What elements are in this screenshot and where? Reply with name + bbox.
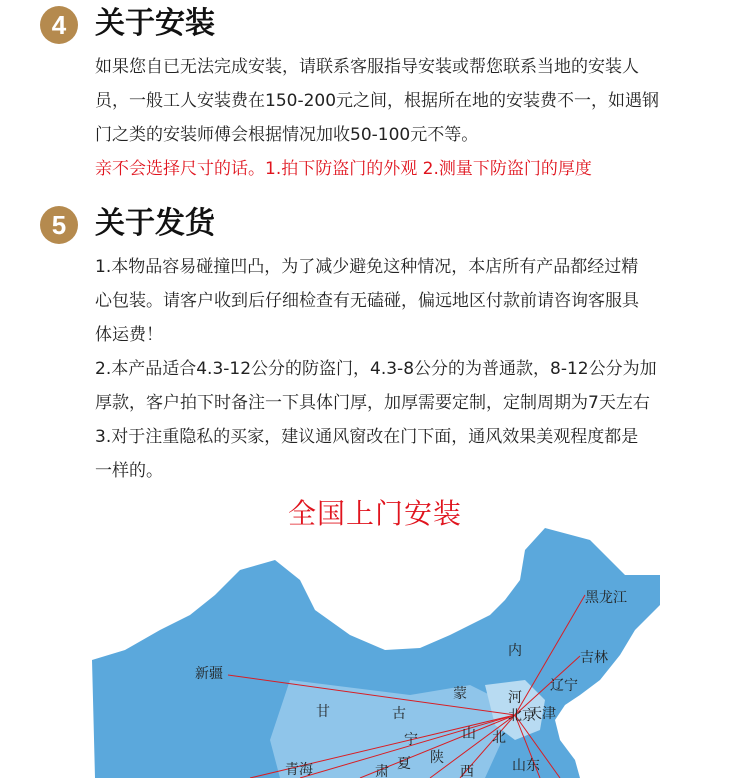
shipping-paragraph <box>95 250 715 488</box>
map-province-label: 甘 <box>316 704 330 720</box>
install-paragraph <box>95 50 715 186</box>
shipping-line: 2.本产品适合4.3-12公分的防盗门，4.3-8公分的为普通款，8-12公分为加 <box>95 359 657 379</box>
map-province-label: 宁 <box>404 732 418 748</box>
map-province-label: 古 <box>392 706 406 722</box>
map-province-label: 陕 <box>430 750 444 766</box>
map-province-label: 夏 <box>397 756 411 772</box>
map-province-label: 山东 <box>512 758 540 774</box>
shipping-line: 1.本物品容易碰撞凹凸，为了减少避免这种情况，本店所有产品都经过精 <box>95 257 639 277</box>
section-number-badge: 5 <box>40 206 78 244</box>
map-province-label: 肃 <box>375 764 389 778</box>
install-line: 门之类的安装师傅会根据情况加收50-100元不等。 <box>95 125 479 145</box>
map-province-label: 北京 <box>508 708 536 724</box>
shipping-line: 一样的。 <box>95 461 163 481</box>
shipping-line: 心包装。请客户收到后仔细检查有无磕碰，偏远地区付款前请咨询客服具 <box>95 291 639 311</box>
install-line: 如果您自已无法完成安装，请联系客服指导安装或帮您联系当地的安装人 <box>95 57 639 77</box>
map-province-label: 北 <box>492 730 506 746</box>
map-province-label: 青海 <box>285 762 313 778</box>
shipping-title: 关于发货 <box>95 206 215 241</box>
map-province-label: 河 <box>508 690 522 706</box>
install-title: 关于安装 <box>95 6 215 41</box>
map-province-label: 吉林 <box>580 650 608 666</box>
map-province-label: 黑龙江 <box>585 590 627 606</box>
china-map <box>0 520 750 778</box>
section-number-badge: 4 <box>40 6 78 44</box>
shipping-line: 体运费！ <box>95 325 163 345</box>
map-province-label: 西 <box>460 764 474 778</box>
map-province-label: 山 <box>462 726 476 742</box>
map-title: 全国上门安装 <box>287 497 462 530</box>
map-province-label: 蒙 <box>453 686 467 702</box>
map-province-label: 天津 <box>528 706 556 722</box>
shipping-line: 厚款，客户拍下时备注一下具体门厚，加厚需要定制，定制周期为7天左右 <box>95 393 650 413</box>
shipping-line: 3.对于注重隐私的买家，建议通风窗改在门下面，通风效果美观程度都是 <box>95 427 639 447</box>
map-province-label: 内 <box>508 643 522 659</box>
map-province-label: 新疆 <box>195 666 223 682</box>
install-line: 员，一般工人安装费在150-200元之间，根据所在地的安装费不一，如遇钢 <box>95 91 660 111</box>
map-province-label: 辽宁 <box>550 678 578 694</box>
install-note: 亲不会选择尺寸的话。1.拍下防盗门的外观 2.测量下防盗门的厚度 <box>95 159 592 179</box>
